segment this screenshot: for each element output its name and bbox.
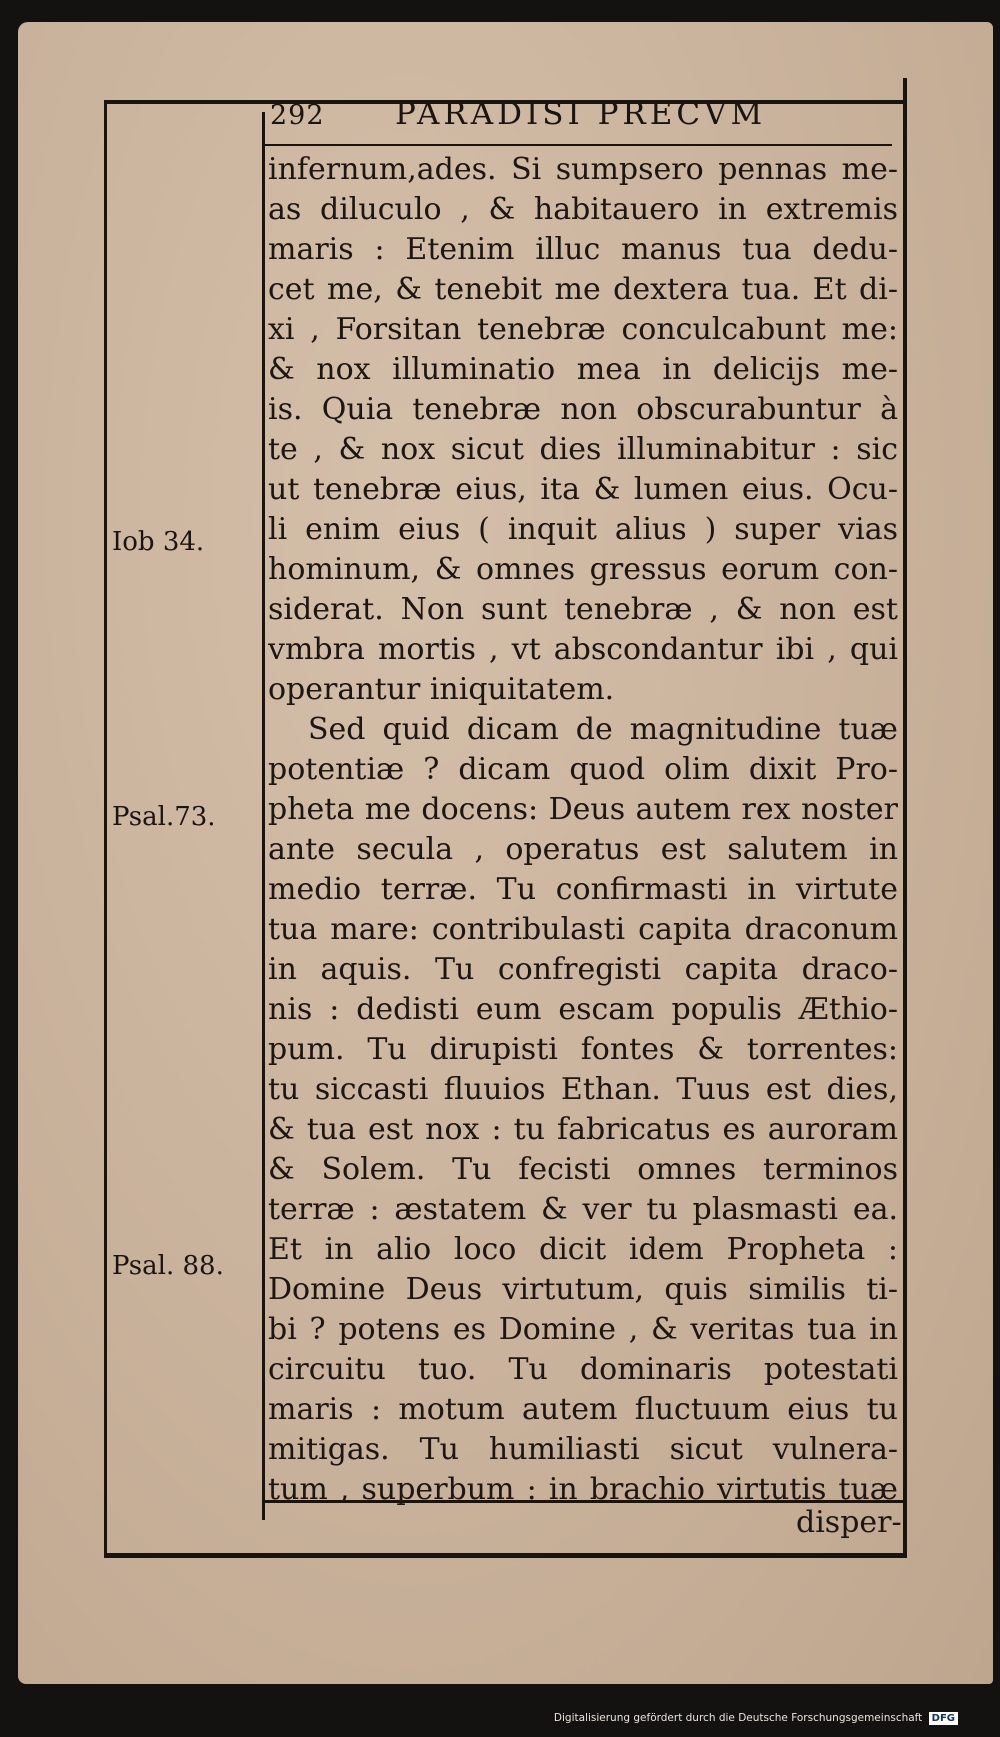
catchword: disper- xyxy=(796,1505,902,1540)
text-line: medio terræ. Tu confirmasti in virtute xyxy=(268,872,898,907)
text-line: bi ? potens es Domine , & veritas tua in xyxy=(268,1312,898,1347)
marginal-note-job: Iob 34. xyxy=(112,527,205,557)
text-line: in aquis. Tu confregisti capita draco- xyxy=(268,952,898,987)
text-line: pum. Tu dirupisti fontes & torrentes: xyxy=(268,1032,898,1067)
text-line: potentiæ ? dicam quod olim dixit Pro- xyxy=(268,752,898,787)
text-line: ut tenebræ eius, ita & lumen eius. Ocu- xyxy=(268,472,898,507)
text-line: ante secula , operatus est salutem in xyxy=(268,832,898,867)
text-line: vmbra mortis , vt abscondantur ibi , qui xyxy=(268,632,898,667)
text-line: operantur iniquitatem. xyxy=(268,672,615,707)
body-text xyxy=(268,150,898,1510)
text-line: tum , superbum : in brachio virtutis tuæ xyxy=(268,1472,898,1507)
frame-rule-right xyxy=(903,78,907,1558)
text-line: pheta me docens: Deus autem rex noster xyxy=(268,792,898,827)
text-line: te , & nox sicut dies illuminabitur : sic xyxy=(268,432,898,467)
text-line: & tua est nox : tu fabricatus es auroram xyxy=(268,1112,898,1147)
frame-rule-left xyxy=(104,100,107,1558)
marginal-note-psalm-88: Psal. 88. xyxy=(112,1251,224,1281)
credit-text: Digitalisierung gefördert durch die Deutsche Forschungsgemeinschaft xyxy=(553,1712,923,1724)
text-line: cet me, & tenebit me dextera tua. Et di- xyxy=(268,272,898,307)
text-line: siderat. Non sunt tenebræ , & non est xyxy=(268,592,898,627)
frame-rule-bottom xyxy=(104,1553,907,1558)
text-line: maris : Etenim illuc manus tua dedu- xyxy=(268,232,898,267)
text-line: Domine Deus virtutum, quis similis ti- xyxy=(268,1272,898,1307)
text-line: mitigas. Tu humiliasti sicut vulnera- xyxy=(268,1432,898,1467)
text-line: tua mare: contribulasti capita draconum xyxy=(268,912,898,947)
running-title: PARADISI PRECVM xyxy=(395,96,767,132)
text-line: nis : dedisti eum escam populis Æthio- xyxy=(268,992,898,1027)
page-number: 292 xyxy=(270,100,325,131)
text-line: li enim eius ( inquit alius ) super vias xyxy=(268,512,898,547)
digitization-credit xyxy=(554,1712,958,1725)
dfg-logo: DFG xyxy=(929,1712,958,1725)
margin-column-divider xyxy=(262,112,265,1520)
text-line: is. Quia tenebræ non obscurabuntur à xyxy=(268,392,898,427)
text-line: as diluculo , & habitauero in extremis xyxy=(268,192,898,227)
text-line: terræ : æstatem & ver tu plasmasti ea. xyxy=(268,1192,898,1227)
text-line: & Solem. Tu fecisti omnes terminos xyxy=(268,1152,898,1187)
text-line: infernum,ades. Si sumpsero pennas me- xyxy=(268,152,898,187)
text-line: circuitu tuo. Tu dominaris potestati xyxy=(268,1352,898,1387)
text-line: Sed quid dicam de magnitudine tuæ xyxy=(308,712,898,747)
text-line: xi , Forsitan tenebræ conculcabunt me: xyxy=(268,312,898,347)
text-line: Et in alio loco dicit idem Propheta : xyxy=(268,1232,898,1267)
text-line: & nox illuminatio mea in delicijs me- xyxy=(268,352,898,387)
text-line: maris : motum autem fluctuum eius tu xyxy=(268,1392,898,1427)
marginal-note-psalm-73: Psal.73. xyxy=(112,802,216,832)
text-line: tu siccasti fluuios Ethan. Tuus est dies, xyxy=(268,1072,898,1107)
header-rule xyxy=(262,144,892,146)
text-line: hominum, & omnes gressus eorum con- xyxy=(268,552,898,587)
